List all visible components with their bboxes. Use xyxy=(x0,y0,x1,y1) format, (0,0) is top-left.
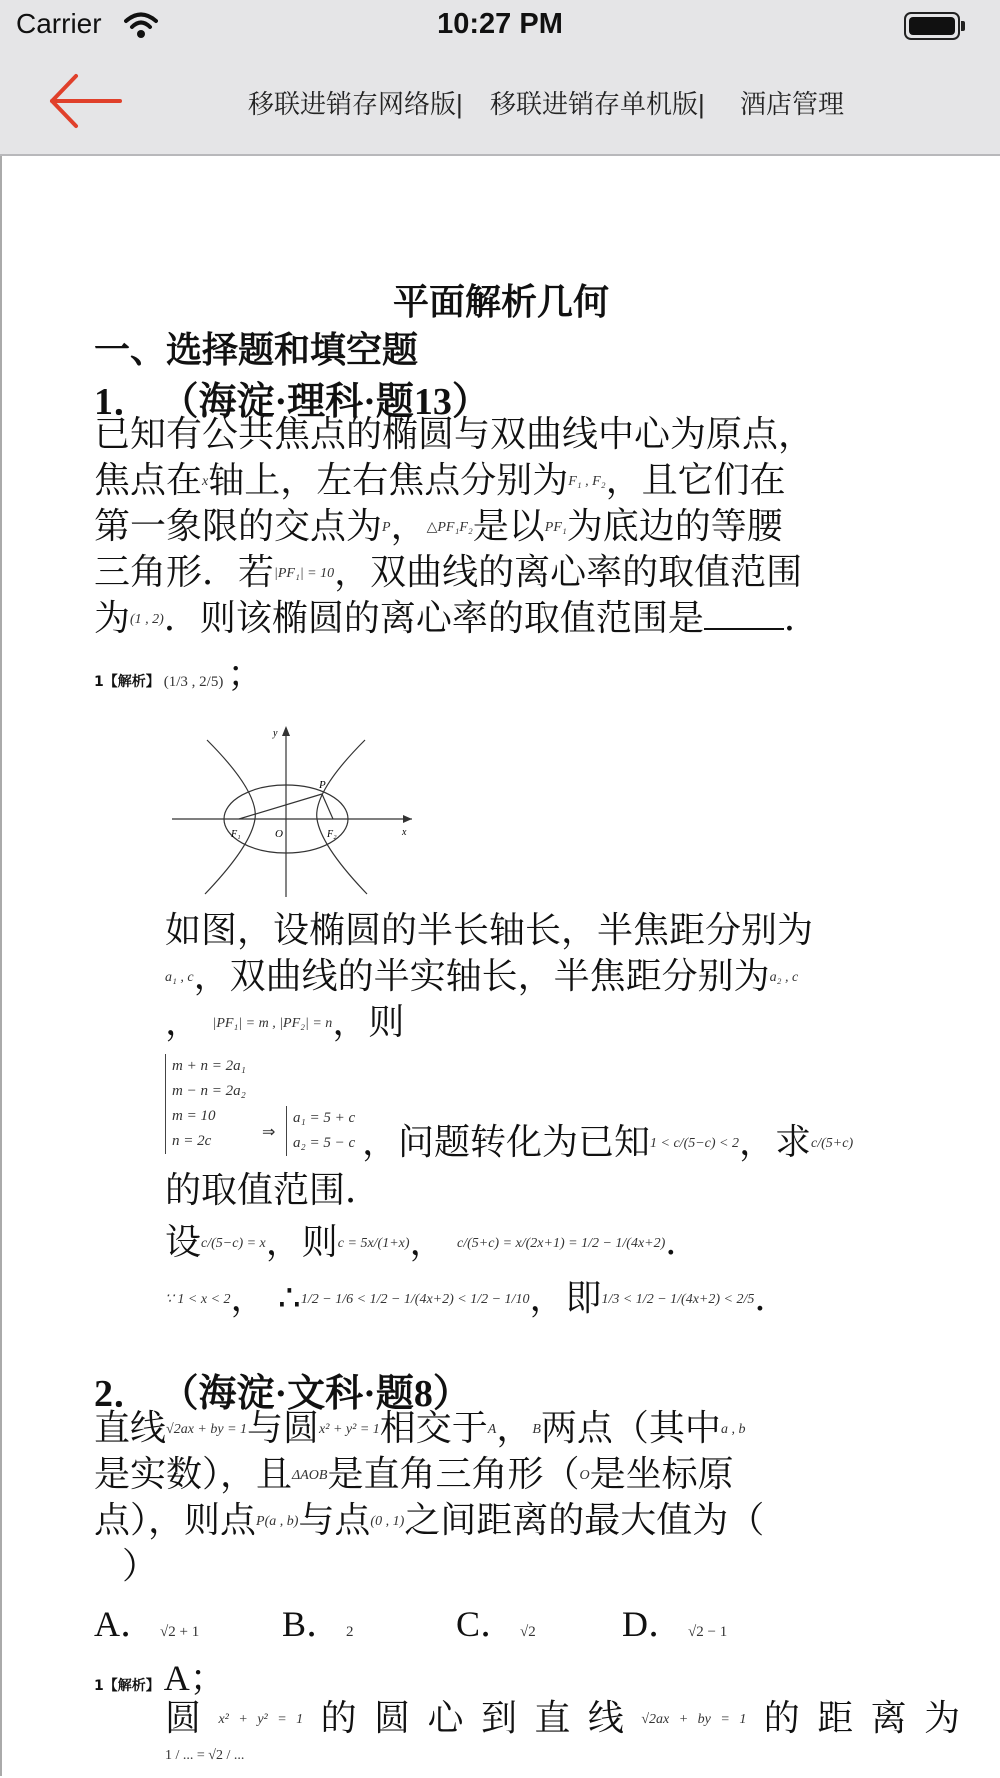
fig-x-label: x xyxy=(402,827,407,838)
q1-line-5: 为(1 , 2)．则该椭圆的离心率的取值范围是 ． xyxy=(94,598,820,639)
option-c[interactable]: C． √2 xyxy=(456,1604,536,1644)
answer-tag: 1【解析】 xyxy=(94,1678,160,1694)
answer-value: (1/3 , 2/5) xyxy=(163,674,224,690)
question-2-heading: 2． （海淀·文科·题8） xyxy=(94,1373,471,1415)
q2-answer-line xyxy=(94,1650,226,1701)
fig-p-label: P xyxy=(319,779,326,791)
q1-solution-6: 设c/(5−c) = x，则c = 5x/(1+x)， c/(5+c) = x/(2x+1) = 1/2 − 1/(4x+2)． xyxy=(165,1222,702,1263)
ellipse-hyperbola-figure xyxy=(167,722,417,898)
q1-line-4: 三角形．若|PF₁| = 10，双曲线的离心率的取值范围 xyxy=(94,552,803,593)
equation-result: a₁ = 5 + c a₂ = 5 − c xyxy=(286,1106,355,1156)
fig-o-label: O xyxy=(275,828,283,840)
q1-solution-1: 如图，设椭圆的半长轴长，半焦距分别为 xyxy=(165,910,814,951)
answer-tag: 1【解析】 xyxy=(94,674,160,690)
answer-value: A； xyxy=(163,1658,226,1698)
back-arrow-icon[interactable] xyxy=(44,70,126,132)
q2-line-2: 是实数），且ΔAOB是直角三角形（O是坐标原 xyxy=(94,1454,734,1495)
battery-icon xyxy=(904,12,960,40)
q2-line-4: ） xyxy=(122,1546,159,1587)
q1-solution-3: ， |PF₁| = m , |PF₂| = n，则 xyxy=(165,1002,405,1043)
status-bar xyxy=(0,0,1000,50)
status-time: 10:27 PM xyxy=(437,8,563,40)
fig-y-label: y xyxy=(273,728,278,739)
q2-solution-1: 圆 x² + y² = 1 的 圆 心 到 直 线 √2ax + by = 1 的 距 离 为 xyxy=(165,1698,961,1739)
q1-line-2: 焦点在x轴上，左右焦点分别为F₁ , F₂，且它们在 xyxy=(94,460,786,501)
option-d[interactable]: D． √2 − 1 xyxy=(622,1604,728,1644)
document-view[interactable] xyxy=(0,156,1000,1776)
q2-solution-2: 1 / ... = √2 / ... xyxy=(165,1748,245,1763)
nav-link-network[interactable]: 移联进销存网络版| xyxy=(248,89,463,119)
q1-solution-4: ，问题转化为已知1 < c/(5−c) < 2，求c/(5+c) xyxy=(362,1122,854,1163)
q1-solution-2: a₁ , c，双曲线的半实轴长，半焦距分别为a₂ , c xyxy=(165,956,799,997)
nav-bar xyxy=(0,50,1000,156)
nav-link-standalone[interactable]: 移联进销存单机版| xyxy=(490,89,705,119)
option-b[interactable]: B． 2 xyxy=(282,1604,354,1644)
fig-f1-label: F₁ xyxy=(231,829,241,840)
question-1-heading: 1． （海淀·理科·题13） xyxy=(94,381,490,423)
answer-blank xyxy=(704,598,784,630)
option-a[interactable]: A． √2 + 1 xyxy=(94,1604,200,1644)
doc-title: 平面解析几何 xyxy=(392,282,609,323)
q1-answer-line: 1【解析】 (1/3 , 2/5) ； xyxy=(94,654,264,695)
q1-solution-5: 的取值范围． xyxy=(165,1170,382,1211)
fig-f2-label: F₂ xyxy=(327,829,337,840)
q1-line-1: 已知有公共焦点的椭圆与双曲线中心为原点， xyxy=(94,414,815,455)
q1-line-3: 第一象限的交点为P，△PF₁F₂是以PF₁为底边的等腰 xyxy=(94,506,783,547)
carrier-label: Carrier xyxy=(16,8,102,39)
equation-system: m + n = 2a₁ m − n = 2a₂ m = 10 n = 2c xyxy=(165,1054,246,1154)
q2-line-3: 点），则点P(a , b)与点(0 , 1)之间距离的最大值为（ xyxy=(94,1500,765,1541)
implies-symbol: ⇒ xyxy=(262,1124,276,1141)
q1-solution-7: ∵ 1 < x < 2， ∴1/2 − 1/6 < 1/2 − 1/(4x+2) < 1/2 − 1/10，即1/3 < 1/2 − 1/(4x+2) < 2/5． xyxy=(165,1278,791,1319)
section-heading: 一、选择题和填空题 xyxy=(94,330,419,371)
q2-line-1: 直线√2ax + by = 1与圆x² + y² = 1相交于A，B两点（其中a , b xyxy=(94,1408,746,1449)
nav-link-hotel[interactable]: 酒店管理 xyxy=(740,89,845,119)
